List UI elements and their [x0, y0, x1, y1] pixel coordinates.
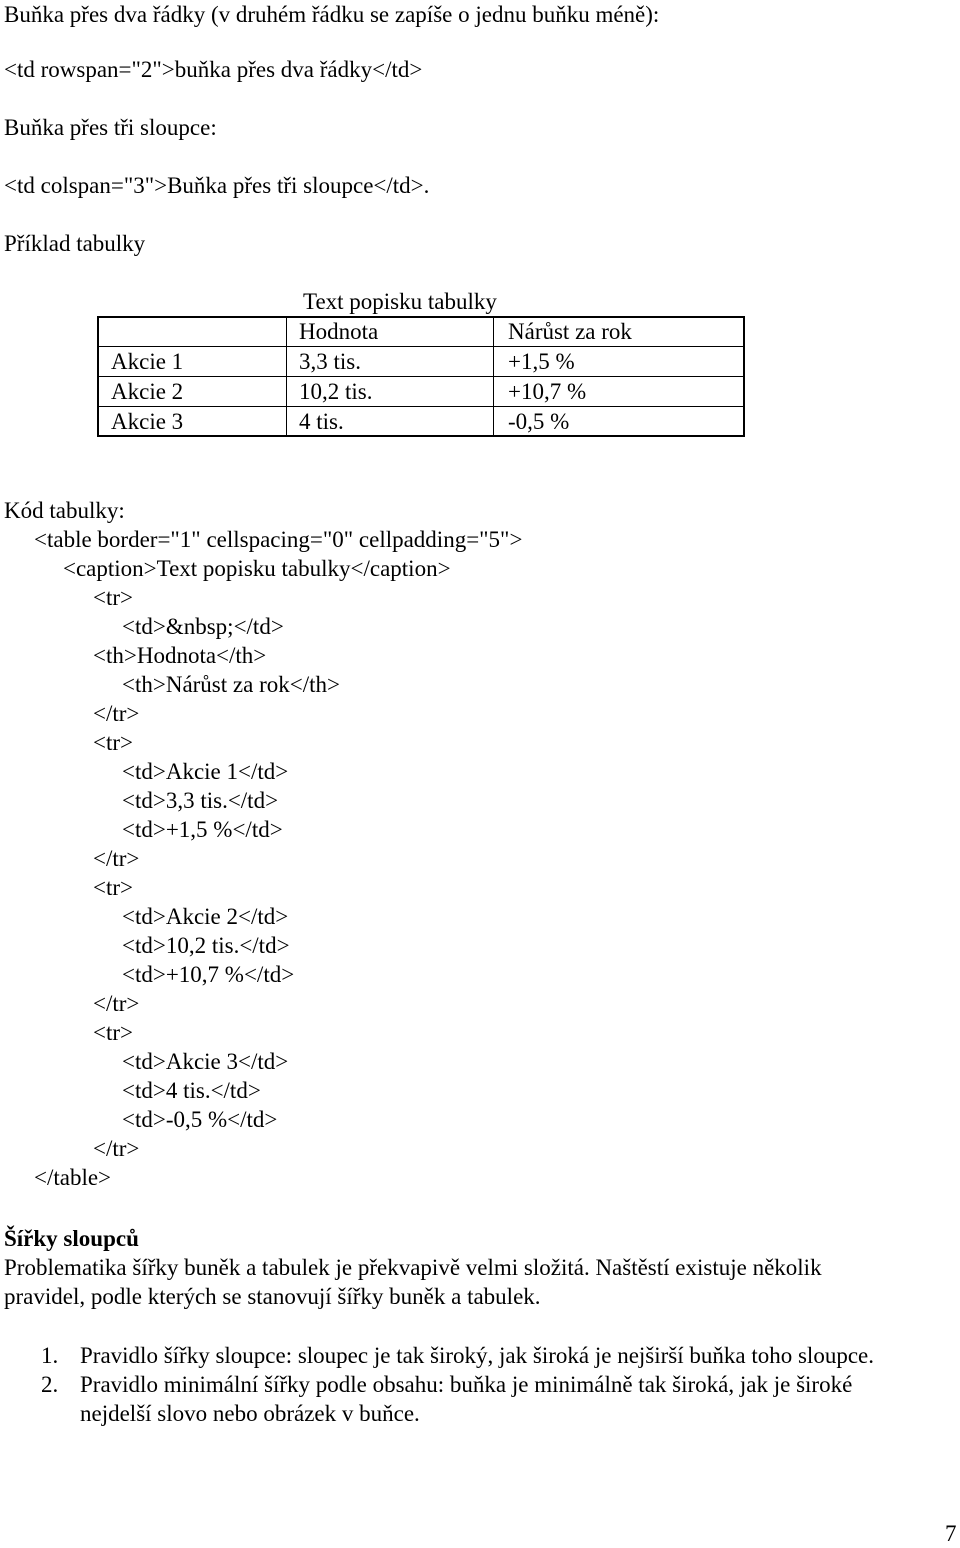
paragraph-line: Problematika šířky buněk a tabulek je překvapivě velmi složitá. Naštěstí existuje několik	[4, 1255, 822, 1280]
table-header-cell: Nárůst za rok	[508, 319, 632, 344]
code-line: <td>3,3 tis.</td>	[122, 788, 279, 813]
rowspan-title: Buňka přes dva řádky (v druhém řádku se zapíše o jednu buňku méně):	[4, 2, 660, 27]
row-divider	[99, 376, 743, 377]
code-line: <td>&nbsp;</td>	[122, 614, 284, 639]
paragraph-line: pravidel, podle kterých se stanovují šířky buněk a tabulek.	[4, 1284, 541, 1309]
code-line: </tr>	[93, 1136, 140, 1161]
table-cell: -0,5 %	[508, 409, 570, 434]
row-divider	[99, 406, 743, 407]
list-item-text: Pravidlo šířky sloupce: sloupec je tak široký, jak široká je nejširší buňka toho sloupce.	[80, 1343, 874, 1368]
code-line: <th>Hodnota</th>	[93, 643, 267, 668]
code-line: <tr>	[93, 730, 133, 755]
code-line: <tr>	[93, 875, 133, 900]
code-line: <td>Akcie 2</td>	[122, 904, 289, 929]
list-item-text: nejdelší slovo nebo obrázek v buňce.	[80, 1401, 420, 1426]
table-cell: 4 tis.	[299, 409, 344, 434]
example-table	[97, 316, 745, 437]
table-cell: 3,3 tis.	[299, 349, 361, 374]
table-cell: 10,2 tis.	[299, 379, 373, 404]
list-item-number: 1.	[41, 1343, 59, 1368]
code-listing-title: Kód tabulky:	[4, 498, 125, 523]
section-heading: Šířky sloupců	[4, 1226, 139, 1251]
colspan-title: Buňka přes tři sloupce:	[4, 115, 217, 140]
page-number: 7	[945, 1521, 957, 1546]
table-header-cell: Hodnota	[299, 319, 379, 344]
code-line: <td>4 tis.</td>	[122, 1078, 261, 1103]
table-cell: Akcie 2	[111, 379, 184, 404]
code-line: </tr>	[93, 846, 140, 871]
code-line: <td>-0,5 %</td>	[122, 1107, 278, 1132]
colspan-code: <td colspan="3">Buňka přes tři sloupce</td>.	[4, 173, 430, 198]
table-cell: +10,7 %	[508, 379, 587, 404]
code-line: <td>10,2 tis.</td>	[122, 933, 290, 958]
code-line: <td>+1,5 %</td>	[122, 817, 283, 842]
code-line: <tr>	[93, 1020, 133, 1045]
list-item-number: 2.	[41, 1372, 59, 1397]
row-divider	[99, 346, 743, 347]
code-line: <td>+10,7 %</td>	[122, 962, 295, 987]
table-cell: Akcie 1	[111, 349, 184, 374]
table-caption: Text popisku tabulky	[303, 289, 497, 314]
code-line: </table>	[34, 1165, 112, 1190]
code-line: <th>Nárůst za rok</th>	[122, 672, 340, 697]
code-line: <td>Akcie 3</td>	[122, 1049, 289, 1074]
code-line: <caption>Text popisku tabulky</caption>	[63, 556, 451, 581]
rowspan-code: <td rowspan="2">buňka přes dva řádky</td>	[4, 57, 423, 82]
table-cell: Akcie 3	[111, 409, 184, 434]
code-line: <td>Akcie 1</td>	[122, 759, 289, 784]
code-line: <tr>	[93, 585, 133, 610]
list-item-text: Pravidlo minimální šířky podle obsahu: buňka je minimálně tak široká, jak je široké	[80, 1372, 853, 1397]
example-title: Příklad tabulky	[4, 231, 146, 256]
table-cell: +1,5 %	[508, 349, 575, 374]
code-line: </tr>	[93, 701, 140, 726]
code-line: </tr>	[93, 991, 140, 1016]
code-line: <table border="1" cellspacing="0" cellpadding="5">	[34, 527, 523, 552]
